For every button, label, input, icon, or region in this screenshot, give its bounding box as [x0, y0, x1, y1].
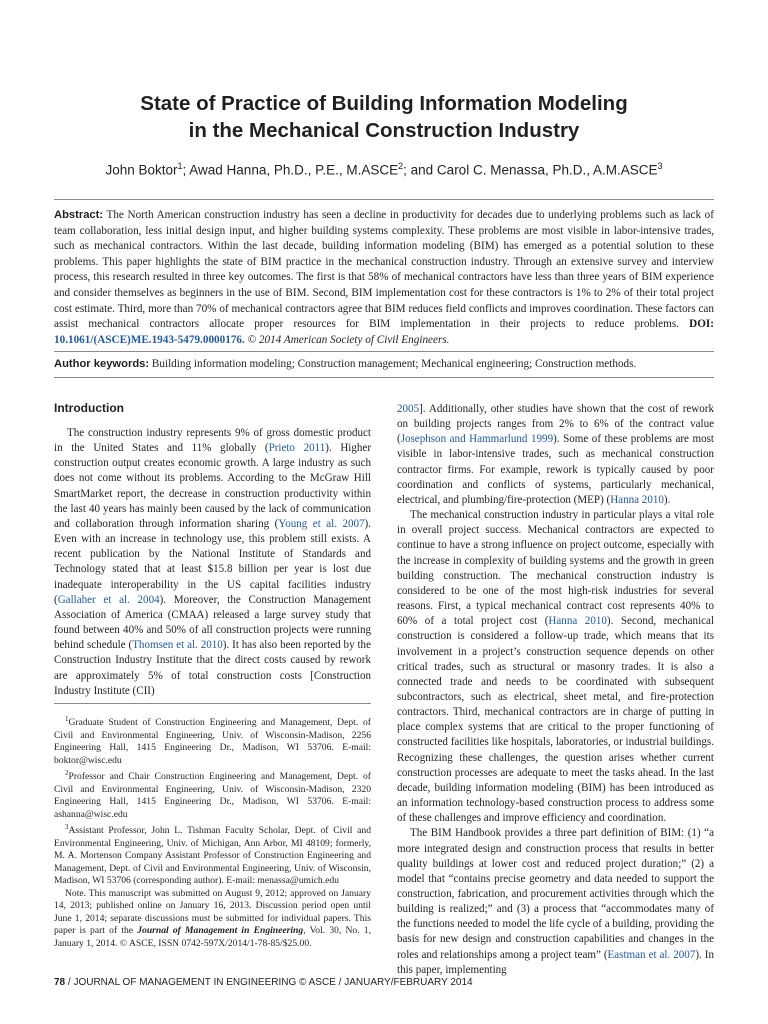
footnote-3	[54, 821, 371, 888]
footnote-mark: 3	[65, 823, 69, 832]
copyright-notice: © 2014 American Society of Civil Engineers.	[247, 333, 450, 346]
keywords-rule-bottom	[54, 377, 714, 378]
keywords-rule-top	[54, 351, 714, 352]
citation-cii-2005[interactable]: 2005	[397, 403, 420, 415]
footnote-2	[54, 767, 371, 821]
citation-prieto-2011[interactable]: Prieto 2011	[268, 442, 326, 455]
section-heading-introduction: Introduction	[54, 401, 124, 415]
doi-link[interactable]: 10.1061/(ASCE)ME.1943-5479.0000176.	[54, 333, 245, 346]
intro-paragraph-1	[54, 426, 371, 699]
title-line-1: State of Practice of Building Information Modeling	[140, 92, 628, 115]
text-run: ). In this paper, implementing	[397, 948, 714, 976]
footnote-mark: 2	[65, 769, 69, 777]
author-3-affil: 3	[657, 161, 663, 171]
page-footer	[54, 976, 473, 989]
journal-name: Journal of Management in Engineering	[137, 925, 304, 937]
note-text: Note. This manuscript was submitted on August 9, 2012; approved on January 14, 2013; published online on January 16, 2013. Discussion period open until June 1, 2014; separate discussions must be submitted for individual papers. This paper is part of the	[54, 887, 371, 937]
text-run: The BIM Handbook provides a three part definition of BIM: (1) “a more integrated design and construction process that results in better quality buildings at lower cost and reduced project duration;” (2) a model that “contains precise geometry and data needed to support the construction, fabrication, and procurement activities through which the building is realized;” and (3) a process that “accommodates many of the functions needed to model the life cycle of a building, providing the basis for new design and construction capabilities and changes in the roles and relationships among a project team” (	[397, 827, 714, 961]
footnote-rule	[54, 703, 371, 704]
intro-paragraph-1-cont	[397, 402, 714, 508]
intro-paragraph-2	[397, 508, 714, 826]
citation-eastman-2007[interactable]: Eastman et al. 2007	[607, 948, 696, 961]
text-run: ).	[663, 493, 671, 506]
author-keywords	[54, 357, 714, 372]
text-run: ). Higher construction output creates economic growth. A large industry as such does not come without its problems. According to the McGraw Hill SmartMarket report, the decrease in construction productivity within the last 40 years has mainly been caused by the lack of communication and collaboration through information sharing (	[54, 442, 372, 530]
abstract	[54, 208, 714, 348]
citation-young-2007[interactable]: Young et al. 2007	[278, 517, 365, 530]
doi-label: DOI:	[689, 318, 714, 331]
right-column	[397, 402, 714, 978]
footnote-1	[54, 713, 371, 767]
citation-josephson-1999[interactable]: Josephson and Hammarlund 1999	[400, 433, 554, 446]
footnotes	[54, 713, 371, 951]
author-1-affil: 1	[177, 161, 183, 171]
keywords-label: Author keywords:	[54, 358, 150, 370]
note-text: , Vol. 30, No. 1, January 1, 2014. © ASCE, ISSN 0742-597X/2014/1-78-85/$25.00.	[54, 925, 371, 949]
author-2-affil: 2	[398, 161, 404, 171]
title-line-2: in the Mechanical Construction Industry	[188, 119, 580, 142]
author-2: ; Awad Hanna, Ph.D., P.E., M.ASCE	[182, 162, 399, 178]
header-rule-top	[54, 199, 714, 200]
citation-thomsen-2010[interactable]: Thomsen et al. 2010	[132, 639, 223, 652]
author-1: John Boktor	[105, 162, 178, 178]
text-run: ). Even with an increase in technology use, this problem still exists. A recent publication by the National Institute of Standards and Technology stated that at least $15.8 billion per year is lost due inadequate interoperability in the US capital facilities industry (	[54, 517, 371, 606]
left-column	[54, 400, 371, 950]
text-run: The construction industry represents 9% of gross domestic product in the United States and 11% globally (	[54, 427, 371, 455]
citation-gallaher-2004[interactable]: Gallaher et al. 2004	[57, 593, 160, 606]
text-run: ). It has also been reported by the Construction Industry Institute that the direct costs caused by rework are approximately 5% of total construction costs [Construction Industry Institute (CII)	[54, 639, 371, 697]
abstract-text: The North American construction industry has seen a decline in productivity for decades due to underlying problems such as lack of team collaboration, less initial design input, and higher building systems complexity. These problems are most visible in labor-intensive trades, such as mechanical contractors. Within the last decade, building information modeling (BIM) has emerged as a potential solution to these problems. This paper highlights the state of BIM practice in the mechanical construction industry. Through an extensive survey and interview process, this research resulted in three key outcomes. The first is that 58% of mechanical contractors have less than three years of BIM experience and consider themselves as beginners in the use of BIM. Second, BIM implementation cost for these contractors is 1% to 2% of their total project cost estimate. Third, more than 70% of mechanical contractors agree that BIM reduces field conflicts and improves coordination. These factors can assist mechanical contractors allocate proper resources for BIM implementation in their projects to reduce problems.	[54, 209, 714, 331]
author-3: ; and Carol C. Menassa, Ph.D., A.M.ASCE	[403, 162, 658, 178]
keywords-text: Building information modeling; Construction management; Mechanical engineering; Construction methods.	[149, 358, 637, 370]
citation-hanna-2010[interactable]: Hanna 2010	[548, 615, 607, 628]
author-list	[30, 157, 738, 180]
footnote-text: Assistant Professor, John L. Tishman Faculty Scholar, Dept. of Civil and Environmental Engineering, Univ. of Michigan, Ann Arbor, MI 48109; formerly, M. A. Mortenson Company Assistant Professor of Construction Engineering and Management, Dept. of Civil and Environmental Engineering, Univ. of Wisconsin, Madison, WI 53706 (corresponding author). E-mail: menassa@umich.edu	[54, 825, 371, 887]
text-run: ). Some of these problems are most visible in labor-intensive trades, such as mechanical construction contractor firms. For example, rework is typically caused by poor coordination and conflicts of systems, particularly mechanical, electrical, and plumbing/fire-protection (MEP) (	[397, 433, 714, 506]
intro-paragraph-3	[397, 826, 714, 978]
footer-text: / JOURNAL OF MANAGEMENT IN ENGINEERING © ASCE / JANUARY/FEBRUARY 2014	[65, 977, 473, 988]
text-run: ). Moreover, the Construction Management Association of America (CMAA) released a large survey study that found between 40% and 50% of all construction projects were running behind schedule (	[54, 593, 371, 652]
footnote-mark: 1	[65, 714, 69, 723]
citation-hanna-2010[interactable]: Hanna 2010	[610, 493, 664, 506]
submission-note	[54, 888, 371, 951]
text-run: The mechanical construction industry in particular plays a vital role in overall project success. Mechanical contractors are expected to continue to have a strong influence on project outcome, especially with the increase in complexity of building systems and the growth in green building construction. The mechanical construction industry is considered to be one of the most high-risk industries for several reasons. First, a typical mechanical contract cost represents 40% to 60% of a total project cost (	[397, 509, 714, 628]
footnote-text: Professor and Chair Construction Engineering and Management, Dept. of Civil and Environmental Engineering, Univ. of Wisconsin-Madison, 2320 Engineering Hall, 1415 Engineering Dr., Madison, WI 53706. E-mail: ashanna@wisc.edu	[54, 771, 371, 820]
footnote-text: Graduate Student of Construction Engineering and Management, Dept. of Civil and Environmental Engineering, Univ. of Wisconsin-Madison, 2256 Engineering Hall, 1415 Engineering Dr., Madison, WI 53706. E-mail: boktor@wisc.edu	[54, 717, 371, 766]
text-run: ). Second, mechanical construction is considered a follow-up trade, which means that its involvement in a project’s construction sequence depends on other critical trades, such as structural or masonry trades. It is also a connected trade and needs to be coordinated with subsequent subcontractors, such as electrical, sheet metal, and fire-protection contractors. Third, mechanical contractors are in charge of putting in place complex systems that are critical to the proper functioning of constructed facilities like hospitals, laboratories, or industrial buildings. Recognizing these challenges, the question arises whether current construction processes are adequate to meet the tasks ahead. In the last decade, building information modeling (BIM) has been introduced as an information technology-based construction process to address some of these challenges and improve efficiency and coordination.	[397, 615, 715, 825]
text-run: ]. Additionally, other studies have shown that the cost of rework on building projects ranges from 2% to 6% of the contract value (	[397, 403, 714, 446]
page-number: 78	[54, 977, 66, 988]
paper-title	[40, 90, 728, 144]
abstract-label: Abstract:	[54, 209, 104, 221]
